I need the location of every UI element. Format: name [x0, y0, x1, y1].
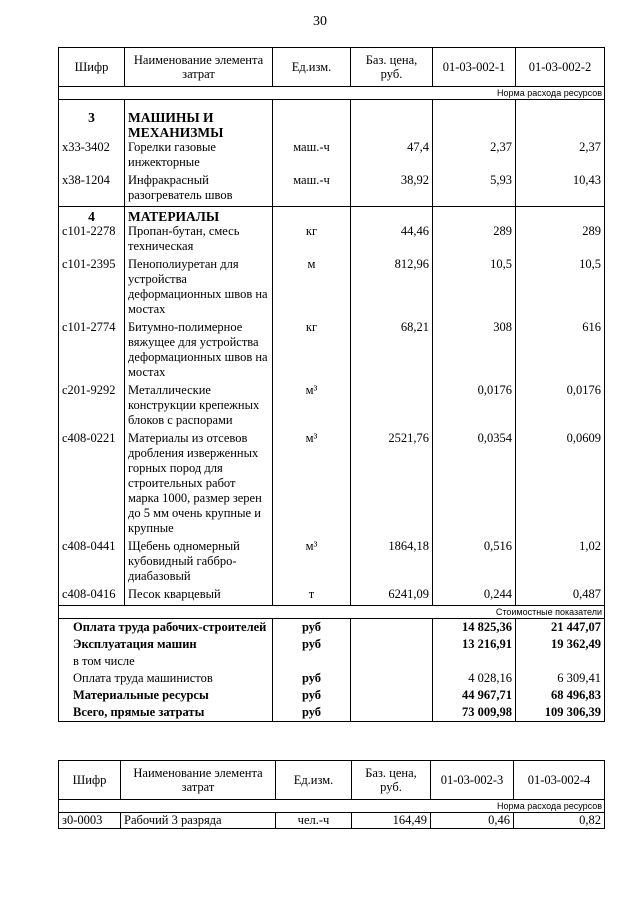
table-row	[59, 224, 605, 257]
resource-unit: маш.-ч	[273, 140, 351, 173]
empty-cell	[433, 207, 516, 225]
resource-code: с408-0416	[59, 587, 125, 606]
resource-name: Пенополиуретан для устройства деформационных швов на мостах	[125, 257, 273, 320]
header-row	[59, 761, 605, 800]
resource-table-2	[58, 760, 605, 829]
resource-name: Инфракрасный разогреватель швов	[125, 173, 273, 207]
resource-price: 812,96	[351, 257, 433, 320]
summary-row	[59, 704, 605, 722]
summary-row	[59, 670, 605, 687]
resource-name: Битумно-полимерное вяжущее для устройства деформационных швов на мостах	[125, 320, 273, 383]
resource-unit: чел.-ч	[276, 813, 352, 829]
header-price: Баз. цена, руб.	[352, 761, 431, 800]
empty-cell	[516, 207, 605, 225]
norm-note	[59, 87, 605, 100]
norm-value-1: 289	[433, 224, 516, 257]
page-number: 30	[313, 14, 327, 29]
summary-row	[59, 636, 605, 653]
resource-price: 44,46	[351, 224, 433, 257]
empty-cell	[516, 100, 605, 141]
summary-value-1: 73 009,98	[433, 704, 516, 722]
norm-value-1: 0,0176	[433, 383, 516, 431]
header-code: Шифр	[59, 761, 121, 800]
resource-unit: кг	[273, 320, 351, 383]
header-unit: Ед.изм.	[276, 761, 352, 800]
summary-value-1	[433, 653, 516, 670]
resource-unit: маш.-ч	[273, 173, 351, 207]
header-name: Наименование элемента затрат	[121, 761, 276, 800]
norm-value-1: 0,0354	[433, 431, 516, 539]
summary-unit: руб	[273, 687, 351, 704]
resource-unit: м³	[273, 383, 351, 431]
resource-price: 2521,76	[351, 431, 433, 539]
section-title: МАШИНЫ И МЕХАНИЗМЫ	[125, 100, 273, 141]
norm-value-2: 289	[516, 224, 605, 257]
norm-value-2: 0,0176	[516, 383, 605, 431]
header-code: Шифр	[59, 48, 125, 87]
empty-cell	[273, 207, 351, 225]
resource-name: Горелки газовые инжекторные	[125, 140, 273, 173]
resource-name: Рабочий 3 разряда	[121, 813, 276, 829]
cost-note-text: Стоимостные показатели	[59, 606, 605, 619]
resource-unit: м³	[273, 431, 351, 539]
header-col-1: 01-03-002-1	[433, 48, 516, 87]
section-number: 4	[59, 207, 125, 225]
summary-unit: руб	[273, 670, 351, 687]
resource-table-1	[58, 47, 605, 722]
section-row	[59, 100, 605, 141]
resource-name: Песок кварцевый	[125, 587, 273, 606]
summary-unit	[273, 653, 351, 670]
summary-row	[59, 653, 605, 670]
summary-label: Оплата труда машинистов	[59, 670, 273, 687]
resource-name: Материалы из отсевов дробления изверженных горных пород для строительных работ марка 1000, размер зерен до 5 мм очень крупные и крупные	[125, 431, 273, 539]
summary-label: Материальные ресурсы	[59, 687, 273, 704]
norm-value-1: 5,93	[433, 173, 516, 207]
resource-code: х38-1204	[59, 173, 125, 207]
summary-label: Оплата труда рабочих-строителей	[59, 619, 273, 637]
norm-value-2: 0,0609	[516, 431, 605, 539]
empty-cell	[351, 653, 433, 670]
empty-cell	[351, 687, 433, 704]
empty-cell	[351, 100, 433, 141]
resource-code: с408-0441	[59, 539, 125, 587]
table-row	[59, 813, 605, 829]
section-title: МАТЕРИАЛЫ	[125, 207, 273, 225]
empty-cell	[351, 704, 433, 722]
norm-value-1: 10,5	[433, 257, 516, 320]
summary-value-2	[516, 653, 605, 670]
resource-unit: кг	[273, 224, 351, 257]
norm-value-2: 0,82	[514, 813, 605, 829]
empty-cell	[273, 100, 351, 141]
empty-cell	[351, 619, 433, 637]
table-row	[59, 383, 605, 431]
resource-code: с101-2395	[59, 257, 125, 320]
summary-value-2: 21 447,07	[516, 619, 605, 637]
summary-label: Всего, прямые затраты	[59, 704, 273, 722]
table-row	[59, 320, 605, 383]
empty-cell	[351, 207, 433, 225]
header-price: Баз. цена, руб.	[351, 48, 433, 87]
norm-note-text: Норма расхода ресурсов	[59, 800, 605, 813]
resource-code: з0-0003	[59, 813, 121, 829]
resource-price: 1864,18	[351, 539, 433, 587]
summary-label: Эксплуатация машин	[59, 636, 273, 653]
summary-unit: руб	[273, 619, 351, 637]
header-col-2: 01-03-002-2	[516, 48, 605, 87]
norm-value-2: 10,5	[516, 257, 605, 320]
summary-value-1: 4 028,16	[433, 670, 516, 687]
resource-code: с101-2774	[59, 320, 125, 383]
header-col-2: 01-03-002-4	[514, 761, 605, 800]
header-name: Наименование элемента затрат	[125, 48, 273, 87]
norm-note-text: Норма расхода ресурсов	[59, 87, 605, 100]
norm-note	[59, 800, 605, 813]
resource-code: с408-0221	[59, 431, 125, 539]
resource-name: Металлические конструкции крепежных блоков с распорами	[125, 383, 273, 431]
table-row	[59, 431, 605, 539]
summary-value-2: 6 309,41	[516, 670, 605, 687]
resource-code: с201-9292	[59, 383, 125, 431]
summary-unit: руб	[273, 636, 351, 653]
summary-row	[59, 619, 605, 637]
resource-price: 47,4	[351, 140, 433, 173]
table-row	[59, 539, 605, 587]
header-row	[59, 48, 605, 87]
summary-label: в том числе	[59, 653, 273, 670]
norm-value-2: 0,487	[516, 587, 605, 606]
summary-unit: руб	[273, 704, 351, 722]
summary-value-1: 14 825,36	[433, 619, 516, 637]
cost-note	[59, 606, 605, 619]
empty-cell	[351, 670, 433, 687]
resource-price: 68,21	[351, 320, 433, 383]
norm-value-1: 0,516	[433, 539, 516, 587]
resource-unit: м³	[273, 539, 351, 587]
resource-name: Щебень одномерный кубовидный габбро-диабазовый	[125, 539, 273, 587]
norm-value-1: 0,46	[431, 813, 514, 829]
header-unit: Ед.изм.	[273, 48, 351, 87]
norm-value-1: 308	[433, 320, 516, 383]
summary-value-1: 44 967,71	[433, 687, 516, 704]
norm-value-2: 10,43	[516, 173, 605, 207]
resource-code: х33-3402	[59, 140, 125, 173]
empty-cell	[433, 100, 516, 141]
resource-price	[351, 383, 433, 431]
summary-row	[59, 687, 605, 704]
table-row	[59, 587, 605, 606]
resource-price: 164,49	[352, 813, 431, 829]
resource-code: с101-2278	[59, 224, 125, 257]
norm-value-1: 2,37	[433, 140, 516, 173]
section-row	[59, 207, 605, 225]
norm-value-1: 0,244	[433, 587, 516, 606]
table-row	[59, 173, 605, 207]
summary-value-2: 19 362,49	[516, 636, 605, 653]
header-col-1: 01-03-002-3	[431, 761, 514, 800]
norm-value-2: 2,37	[516, 140, 605, 173]
norm-value-2: 1,02	[516, 539, 605, 587]
resource-price: 6241,09	[351, 587, 433, 606]
resource-price: 38,92	[351, 173, 433, 207]
summary-value-1: 13 216,91	[433, 636, 516, 653]
resource-unit: м	[273, 257, 351, 320]
summary-value-2: 109 306,39	[516, 704, 605, 722]
resource-name: Пропан-бутан, смесь техническая	[125, 224, 273, 257]
empty-cell	[351, 636, 433, 653]
table-row	[59, 257, 605, 320]
norm-value-2: 616	[516, 320, 605, 383]
section-number: 3	[59, 100, 125, 141]
resource-unit: т	[273, 587, 351, 606]
summary-value-2: 68 496,83	[516, 687, 605, 704]
table-row	[59, 140, 605, 173]
